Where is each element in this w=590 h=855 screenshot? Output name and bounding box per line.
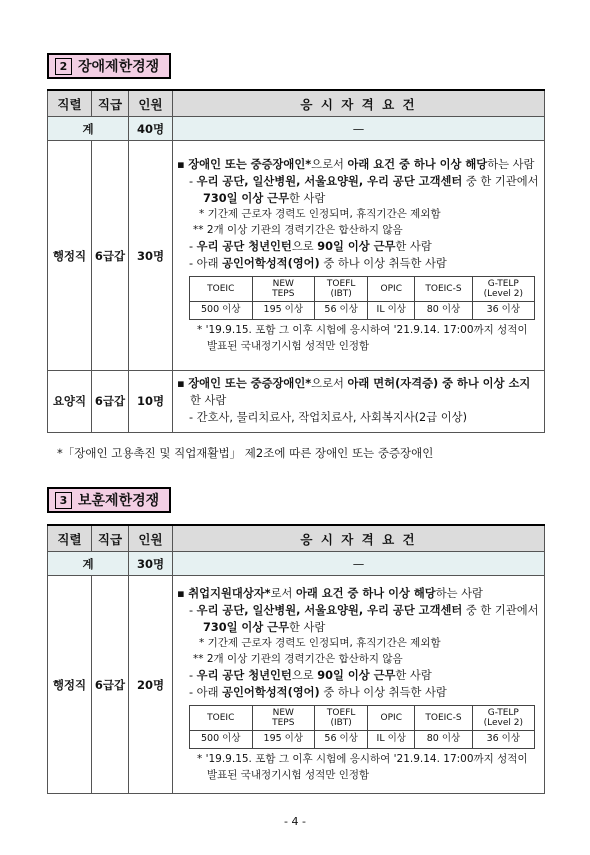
row-grade: 6급갑: [92, 141, 129, 371]
square-bullet-icon: ▪: [177, 586, 189, 600]
lead-text-d: 하는 사람: [435, 586, 483, 600]
section-number: 2: [55, 58, 72, 75]
table-header-row: [48, 90, 545, 117]
lang-head: TOEFL (IBT): [315, 705, 368, 730]
row-series: 행정직: [48, 576, 92, 794]
item2-text-d: 한 사람: [395, 668, 432, 682]
item-3: - 아래 공인어학성적(영어) 중 하나 이상 취득한 사람: [189, 685, 447, 699]
lang-head: NEW TEPS: [252, 276, 315, 301]
lead-bold-c: 아래 요건 중 하나 이상 해당: [295, 586, 436, 600]
lang-value: 500 이상: [190, 301, 253, 319]
table-row: [48, 576, 545, 794]
header-requirements: 응 시 자 격 요 건: [173, 90, 545, 117]
section-title-text: 보훈제한경쟁: [78, 493, 160, 509]
note-2: ** 2개 이상 기관의 경력기간은 합산하지 않음: [193, 224, 403, 237]
item-1: - 우리 공단, 일산병원, 서울요양원, 우리 공단 고객센터 중 한 기관에서 730일 이상 근무한 사람: [189, 174, 539, 205]
lang-head: TOEIC-S: [415, 705, 472, 730]
item2-bold-c: 90일 이상 근무: [317, 239, 396, 253]
item2-text-b: 으로: [291, 668, 318, 682]
requirements-cell: [173, 371, 545, 433]
total-row: [48, 117, 545, 141]
lead-line: [177, 157, 540, 174]
row-grade: 6급갑: [92, 371, 129, 433]
table-row: [48, 371, 545, 433]
item1-text-d: 한 사람: [289, 620, 326, 634]
square-bullet-icon: ▪: [177, 157, 189, 171]
item2-bold-a: 우리 공단 청년인턴: [196, 668, 292, 682]
lang-value: 80 이상: [415, 730, 472, 748]
lead-bold-c: 아래 면허(자격증) 중 하나 이상 소지: [347, 377, 531, 390]
lang-value: IL 이상: [368, 301, 415, 319]
lang-head: TOEFL (IBT): [315, 276, 368, 301]
item1-text: 간호사, 물리치료사, 작업치료사, 사회복지사(2급 이상): [196, 410, 467, 424]
row-series: 요양직: [48, 371, 92, 433]
lead-bold-a: 장애인 또는 중증장애인*: [188, 157, 312, 171]
language-score-table: [189, 276, 535, 320]
table-row: [48, 141, 545, 371]
item3-bold-b: 공인어학성적(영어): [222, 685, 320, 699]
lead-text-b: 으로서: [311, 377, 348, 390]
lang-value: 80 이상: [415, 301, 472, 319]
row-count: 30명: [129, 141, 173, 371]
square-bullet-icon: ▪: [177, 377, 189, 390]
lang-head: TOEIC: [190, 705, 253, 730]
header-grade: 직급: [92, 525, 129, 552]
header-count: 인원: [129, 525, 173, 552]
item3-text-a: 아래: [196, 256, 223, 270]
item1-bold-a: 우리 공단, 일산병원, 서울요양원, 우리 공단 고객센터: [196, 174, 463, 188]
item3-bold-b: 공인어학성적(영어): [222, 256, 320, 270]
item1-bold-a: 우리 공단, 일산병원, 서울요양원, 우리 공단 고객센터: [196, 603, 463, 617]
note-3: * '19.9.15. 포함 그 이후 시험에 응시하여 '21.9.14. 17:00까지 성적이 발표된 국내정기시험 성적만 인정함: [197, 323, 528, 352]
item2-bold-a: 우리 공단 청년인턴: [196, 239, 292, 253]
item-2: - 우리 공단 청년인턴으로 90일 이상 근무한 사람: [189, 239, 432, 253]
lead-text-d: 하는 사람: [487, 157, 535, 171]
lang-head: NEW TEPS: [252, 705, 315, 730]
item-1: - 우리 공단, 일산병원, 서울요양원, 우리 공단 고객센터 중 한 기관에서 730일 이상 근무한 사람: [189, 603, 539, 634]
lang-head: OPIC: [368, 276, 415, 301]
header-requirements: 응 시 자 격 요 건: [173, 525, 545, 552]
row-series: 행정직: [48, 141, 92, 371]
total-dash: —: [173, 552, 545, 576]
lang-value: 195 이상: [252, 730, 315, 748]
total-count: 30명: [129, 552, 173, 576]
lang-value: IL 이상: [368, 730, 415, 748]
row-count: 10명: [129, 371, 173, 433]
section-title-disabled: [47, 53, 171, 79]
item1-bold-c: 730일 이상 근무: [203, 191, 290, 205]
item2-text-b: 으로: [291, 239, 318, 253]
total-dash: —: [173, 117, 545, 141]
item3-text-c: 중 하나 이상 취득한 사람: [319, 256, 447, 270]
section-title-veterans: [47, 487, 171, 513]
disabled-requirements-table: [47, 89, 545, 433]
lang-value: 36 이상: [472, 301, 534, 319]
footnote: *「장애인 고용촉진 및 직업재활법」 제2조에 따른 장애인 또는 중증장애인: [57, 446, 434, 460]
lead-text-d: 한 사람: [190, 393, 227, 407]
note-1: * 기간제 근로자 경력도 인정되며, 휴직기간은 제외함: [199, 208, 441, 221]
header-count: 인원: [129, 90, 173, 117]
lang-head: TOEIC: [190, 276, 253, 301]
lead-bold-a: 취업지원대상자*: [188, 586, 271, 600]
requirements-cell: [173, 576, 545, 794]
language-score-table: [189, 705, 535, 749]
lang-head: G-TELP (Level 2): [472, 705, 534, 730]
section-title-text: 장애제한경쟁: [78, 59, 160, 75]
lead-line: [177, 586, 540, 603]
item1-text-b: 중 한 기관에서: [462, 603, 539, 617]
item-2: - 우리 공단 청년인턴으로 90일 이상 근무한 사람: [189, 668, 432, 682]
item2-bold-c: 90일 이상 근무: [317, 668, 396, 682]
note-2: ** 2개 이상 기관의 경력기간은 합산하지 않음: [193, 653, 403, 666]
veterans-requirements-table: [47, 524, 545, 794]
item-3: - 아래 공인어학성적(영어) 중 하나 이상 취득한 사람: [189, 256, 447, 270]
lead-text-b: 으로서: [311, 157, 348, 171]
item3-text-a: 아래: [196, 685, 223, 699]
lang-head: G-TELP (Level 2): [472, 276, 534, 301]
total-label: 계: [48, 117, 129, 141]
total-count: 40명: [129, 117, 173, 141]
lang-value: 56 이상: [315, 301, 368, 319]
item1-text-d: 한 사람: [289, 191, 326, 205]
header-series: 직렬: [48, 90, 92, 117]
header-series: 직렬: [48, 525, 92, 552]
table-header-row: [48, 525, 545, 552]
item-1: - 간호사, 물리치료사, 작업치료사, 사회복지사(2급 이상): [189, 410, 467, 424]
lang-head: TOEIC-S: [415, 276, 472, 301]
item2-text-d: 한 사람: [395, 239, 432, 253]
page-number: - 4 -: [284, 815, 306, 828]
lead-line: [177, 376, 540, 410]
header-grade: 직급: [92, 90, 129, 117]
lang-value: 195 이상: [252, 301, 315, 319]
lead-bold-a: 장애인 또는 중증장애인*: [188, 377, 312, 390]
row-grade: 6급갑: [92, 576, 129, 794]
lang-head: OPIC: [368, 705, 415, 730]
item1-text-b: 중 한 기관에서: [462, 174, 539, 188]
note-3: * '19.9.15. 포함 그 이후 시험에 응시하여 '21.9.14. 17:00까지 성적이 발표된 국내정기시험 성적만 인정함: [197, 752, 528, 781]
section-number: 3: [55, 492, 72, 509]
total-row: [48, 552, 545, 576]
note-1: * 기간제 근로자 경력도 인정되며, 휴직기간은 제외함: [199, 637, 441, 650]
lang-value: 56 이상: [315, 730, 368, 748]
item1-bold-c: 730일 이상 근무: [203, 620, 290, 634]
row-count: 20명: [129, 576, 173, 794]
total-label: 계: [48, 552, 129, 576]
lead-bold-c: 아래 요건 중 하나 이상 해당: [347, 157, 488, 171]
lang-value: 36 이상: [472, 730, 534, 748]
lead-text-b: 로서: [270, 586, 296, 600]
lang-value: 500 이상: [190, 730, 253, 748]
item3-text-c: 중 하나 이상 취득한 사람: [319, 685, 447, 699]
requirements-cell: [173, 141, 545, 371]
